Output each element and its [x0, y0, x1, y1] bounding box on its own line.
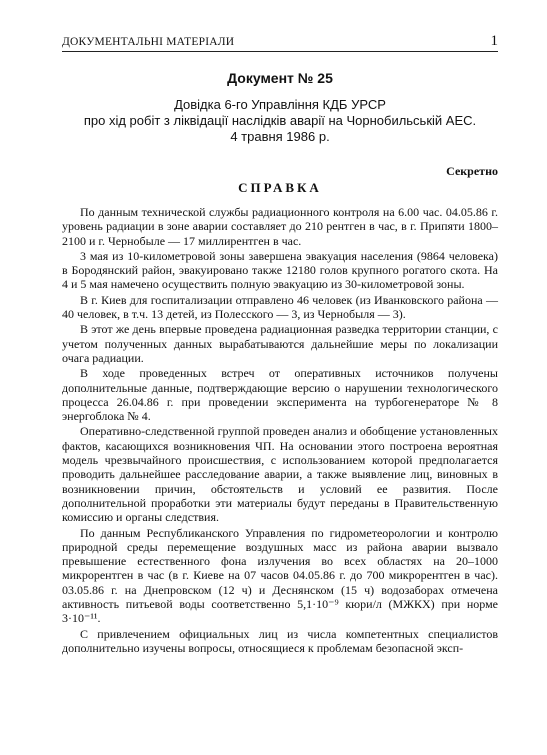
body-paragraph: В этот же день впервые проведена радиационная разведка территории станции, с учетом полученных данных вырабатываются дальнейшие меры по локализации очага радиации.	[62, 322, 498, 365]
body-paragraph: Оперативно-следственной группой проведен анализ и обобщение установленных фактов, касающихся возникновения ЧП. На основании этого построена вероятная модель чрезвычайного происшествия, с использованием которой предполагается проводить дальнейшее расследование аварии, а также выявление лиц, виновных в возникновении причин, обстоятельств и условий ее развития. После дополнительной проработки эти материалы будут переданы в Правительственную комиссию и органы следствия.	[62, 424, 498, 525]
body-paragraph: По данным Республиканского Управления по гидрометеорологии и контролю природной среды перемещение воздушных масс из района аварии вызвало превышение естественного фона излучения во всех областях на 20–1000 микрорентген в час (в г. Киеве на 07 часов 04.05.86 г. до 700 микрорентген в час). 03.05.86 г. на Днепровском (12 ч) и Деснянском (15 ч) водозаборах отмечена активность питьевой воды соответственно 5,1·10⁻⁹ кюри/л (МЖКХ) при норме 3·10⁻¹¹.	[62, 525, 498, 626]
body-paragraph: По данным технической службы радиационного контроля на 6.00 час. 04.05.86 г. уровень радиации в зоне аварии составляет до 210 рентген в час, в г. Припяти 1800–2100 и г. Чернобыле — 17 миллирентген в час.	[62, 205, 498, 248]
classification-label: Секретно	[446, 164, 498, 178]
document-body	[62, 205, 498, 656]
body-paragraph: С привлечением официальных лиц из числа компетентных специалистов дополнительно изучены вопросы, относящиеся к проблемам безопасной эксп-	[62, 626, 498, 655]
running-header	[62, 34, 498, 52]
document-date: 4 травня 1986 р.	[230, 129, 330, 144]
running-header-title: ДОКУМЕНТАЛЬНІ МАТЕРІАЛИ	[62, 36, 235, 48]
document-subtitle-line: Довідка 6-го Управління КДБ УРСР	[174, 97, 386, 112]
document-subtitle-line: про хід робіт з ліквідації наслідків аварії на Чорнобильській АЕС.	[83, 113, 477, 128]
header-rule	[62, 51, 498, 52]
document-heading: СПРАВКА	[238, 180, 322, 195]
body-paragraph: 3 мая из 10-километровой зоны завершена эвакуация населения (9864 человека) в Бородянский район, эвакуировано также 12180 голов крупного рогатого скота. На 4 и 5 мая намечено осуществить полную эвакуацию из 30-километровой зоны.	[62, 248, 498, 292]
document-title: Документ № 25	[227, 70, 333, 86]
page-number: 1	[490, 33, 498, 49]
body-paragraph: В г. Киев для госпитализации отправлено 46 человек (из Иванковского района — 40 человек, в т.ч. 13 детей, из Полесского — 3, из Чернобыля — 3).	[62, 292, 498, 322]
body-paragraph: В ходе проведенных встреч от оперативных источников получены дополнительные данные, подтверждающие версию о нарушении технологического процесса 26.04.86 г. при проведении эксперимента на турбогенераторе № 8 энергоблока № 4.	[62, 366, 498, 424]
